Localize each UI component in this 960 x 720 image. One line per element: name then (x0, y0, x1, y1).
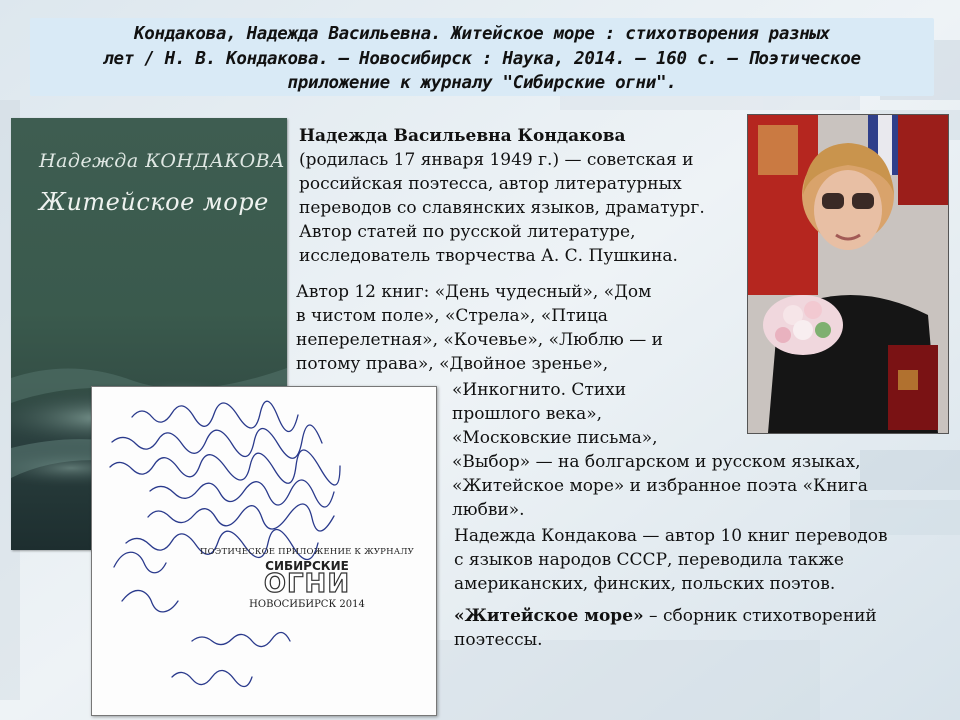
bio-line-3: переводов со славянских языков, драматург. (299, 198, 705, 218)
cover-title: Житейское море (39, 188, 269, 216)
translations-line-3: американских, финских, польских поэтов. (454, 574, 836, 594)
collection-line-1 (454, 604, 934, 628)
translations-line-1: Надежда Кондакова — автор 10 книг переводов (454, 526, 888, 546)
stamp-supplement-label: ПОЭТИЧЕСКОЕ ПРИЛОЖЕНИЕ К ЖУРНАЛУ (200, 547, 414, 557)
books-line-8: «Выбор» — на болгарском и русском языках, (452, 452, 861, 472)
citation-header (30, 18, 934, 96)
books-line-9: «Житейское море» и избранное поэта «Книга (452, 476, 868, 496)
citation-line-2: лет / Н. В. Кондакова. – Новосибирск : Наука, 2014. – 160 с. – Поэтическое (103, 48, 861, 69)
collection-line-2: поэтессы. (454, 630, 543, 650)
books-line-6: прошлого века», (452, 404, 603, 424)
collection-desc: – сборник стихотворений (643, 606, 877, 626)
bio-block (299, 124, 744, 268)
books-line-1: Автор 12 книг: «День чудесный», «Дом (296, 282, 652, 302)
books-line-7: «Московские письма», (452, 428, 658, 448)
books-line-3: неперелетная», «Кочевье», «Люблю — и (296, 330, 663, 350)
stamp-journal-name: СИБИРСКИЕ (265, 559, 349, 573)
cover-author: Надежда КОНДАКОВА (39, 150, 286, 172)
stamp-journal-logo: ОГНИ (263, 569, 351, 599)
books-block-b (452, 378, 922, 522)
bio-line-2: российская поэтесса, автор литературных (299, 174, 682, 194)
books-line-10: любви». (452, 500, 525, 520)
publisher-stamp (192, 547, 422, 610)
citation-line-3: приложение к журналу "Сибирские огни". (287, 73, 677, 93)
bio-line-4: Автор статей по русской литературе, (299, 222, 636, 242)
books-line-4: потому права», «Двойное зренье», (296, 354, 609, 374)
citation-line-1: Кондакова, Надежда Васильевна. Житейское море : стихотворения разных (133, 24, 831, 44)
collection-block (454, 604, 934, 652)
citation-text (30, 22, 934, 96)
books-line-2: в чистом поле», «Стрела», «Птица (296, 306, 608, 326)
books-line-5: «Инкогнито. Стихи (452, 380, 627, 400)
bio-line-1: (родилась 17 января 1949 г.) — советская и (299, 150, 694, 170)
stamp-city-year: НОВОСИБИРСК 2014 (249, 599, 365, 610)
collection-title: «Житейское море» (454, 606, 644, 626)
translations-block (454, 524, 934, 596)
inscription-page (91, 386, 437, 716)
translations-line-2: с языков народов СССР, переводила также (454, 550, 844, 570)
books-block-a (296, 280, 736, 376)
author-name: Надежда Васильевна Кондакова (299, 126, 626, 146)
bio-line-5: исследователь творчества А. С. Пушкина. (299, 246, 678, 266)
